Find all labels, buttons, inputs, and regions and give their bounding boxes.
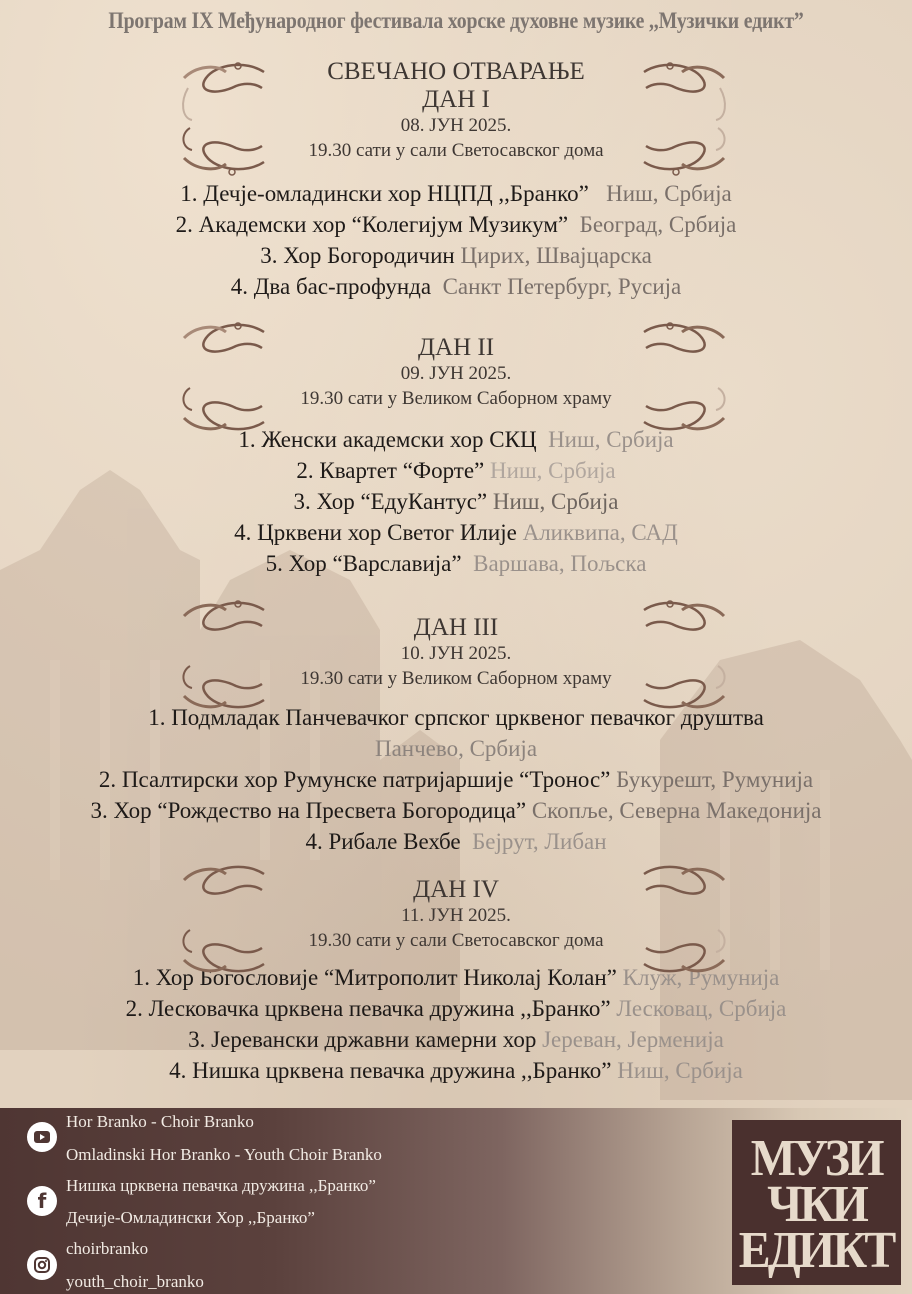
day-venue: 19.30 сати у сали Светосавског дома [308, 930, 604, 951]
day-date: 08. ЈУН 2025. [400, 115, 512, 136]
logo-line: МУЗИ [750, 1129, 883, 1187]
day-section-2 [0, 318, 912, 579]
day-venue: 19.30 сати у сали Светосавског дома [308, 140, 604, 161]
facebook-link[interactable]: Дечије-Омладински Хор ,,Бранко” [66, 1208, 315, 1227]
program-entry: 1. Дечје-омладински хор НЦПД ,,Бранко” Ниш, Србија [180, 181, 732, 206]
day-date: 09. ЈУН 2025. [400, 363, 512, 384]
day-section-3 [0, 596, 912, 857]
facebook-link[interactable]: Нишка црквена певачка дружина ,,Бранко” [66, 1176, 376, 1195]
day-date: 11. ЈУН 2025. [401, 905, 511, 926]
logo-line: ЧКИ [767, 1175, 866, 1233]
youtube-link[interactable]: Omladinski Hor Branko - Youth Choir Branko [66, 1145, 382, 1164]
program-entry: 2. Квартет “Форте” Ниш, Србија [296, 458, 616, 483]
page-title: Програм IX Међународног фестивала хорске духовне музике ,,Музички едикт” [108, 8, 804, 33]
day-title: ДАН I [422, 86, 490, 113]
program-entry: 4. Рибале Вехбе Бејрут, Либан [305, 829, 607, 854]
program-entry-place: Панчево, Србија [374, 736, 538, 761]
day-section-1 [0, 58, 912, 302]
program-entry: 3. Хор Богородичин Цирих, Швајцарска [260, 243, 652, 268]
youtube-icon[interactable] [27, 1122, 57, 1152]
day-section-4 [0, 866, 912, 1086]
youtube-link[interactable]: Hor Branko - Choir Branko [66, 1112, 254, 1131]
program-entry: 1. Женски академски хор СКЦ Ниш, Србија [238, 427, 674, 452]
facebook-icon[interactable]: f [27, 1186, 57, 1216]
day-venue: 19.30 сати у Великом Саборном храму [300, 668, 612, 689]
instagram-link[interactable]: youth_choir_branko [66, 1272, 204, 1291]
festival-logo [732, 1120, 901, 1285]
program-entry: 3. Хор “ЕдуКантус” Ниш, Србија [293, 489, 619, 514]
program-entry: 4. Два бас-профунда Санкт Петербург, Русија [230, 274, 682, 299]
program-entry: 4. Црквени хор Светог Илије Аликвипа, САД [234, 520, 678, 545]
day-title: ДАН II [417, 334, 495, 361]
day-date: 10. ЈУН 2025. [400, 643, 512, 664]
day-venue: 19.30 сати у Великом Саборном храму [300, 388, 612, 409]
program-entry: 2. Псалтирски хор Румунске патријаршије “Тронос” Букурешт, Румунија [98, 767, 814, 792]
program-entry: 2. Академски хор “Колегијум Музикум” Београд, Србија [175, 212, 737, 237]
day-title: ДАН III [413, 614, 499, 641]
program-entry: 4. Нишка црквена певачка дружина ,,Бранко” Ниш, Србија [169, 1058, 743, 1083]
program-entry: 2. Лесковачка црквена певачка дружина ,,Бранко” Лесковац, Србија [125, 996, 787, 1021]
program-entry: 1. Хор Богословије “Митрополит Николај Колан” Клуж, Румунија [132, 965, 780, 990]
day-title: ДАН IV [413, 876, 499, 903]
logo-line: ЕДИКТ [739, 1221, 894, 1279]
program-entry: 5. Хор “Варславија” Варшава, Пољска [265, 551, 647, 576]
instagram-link[interactable]: choirbranko [66, 1239, 149, 1258]
program-entry: 1. Подмладак Панчевачког српског црквеног певачког друштва [148, 705, 764, 730]
program-entry: 3. Хор “Рождество на Пресвета Богородица” Скопље, Северна Македонија [90, 798, 822, 823]
program-entry: 3. Јеревански државни камерни хор Јереван, Јерменија [188, 1027, 724, 1052]
instagram-icon[interactable] [27, 1250, 57, 1280]
opening-ceremony-label: СВЕЧАНО ОТВАРАЊЕ [327, 58, 585, 85]
